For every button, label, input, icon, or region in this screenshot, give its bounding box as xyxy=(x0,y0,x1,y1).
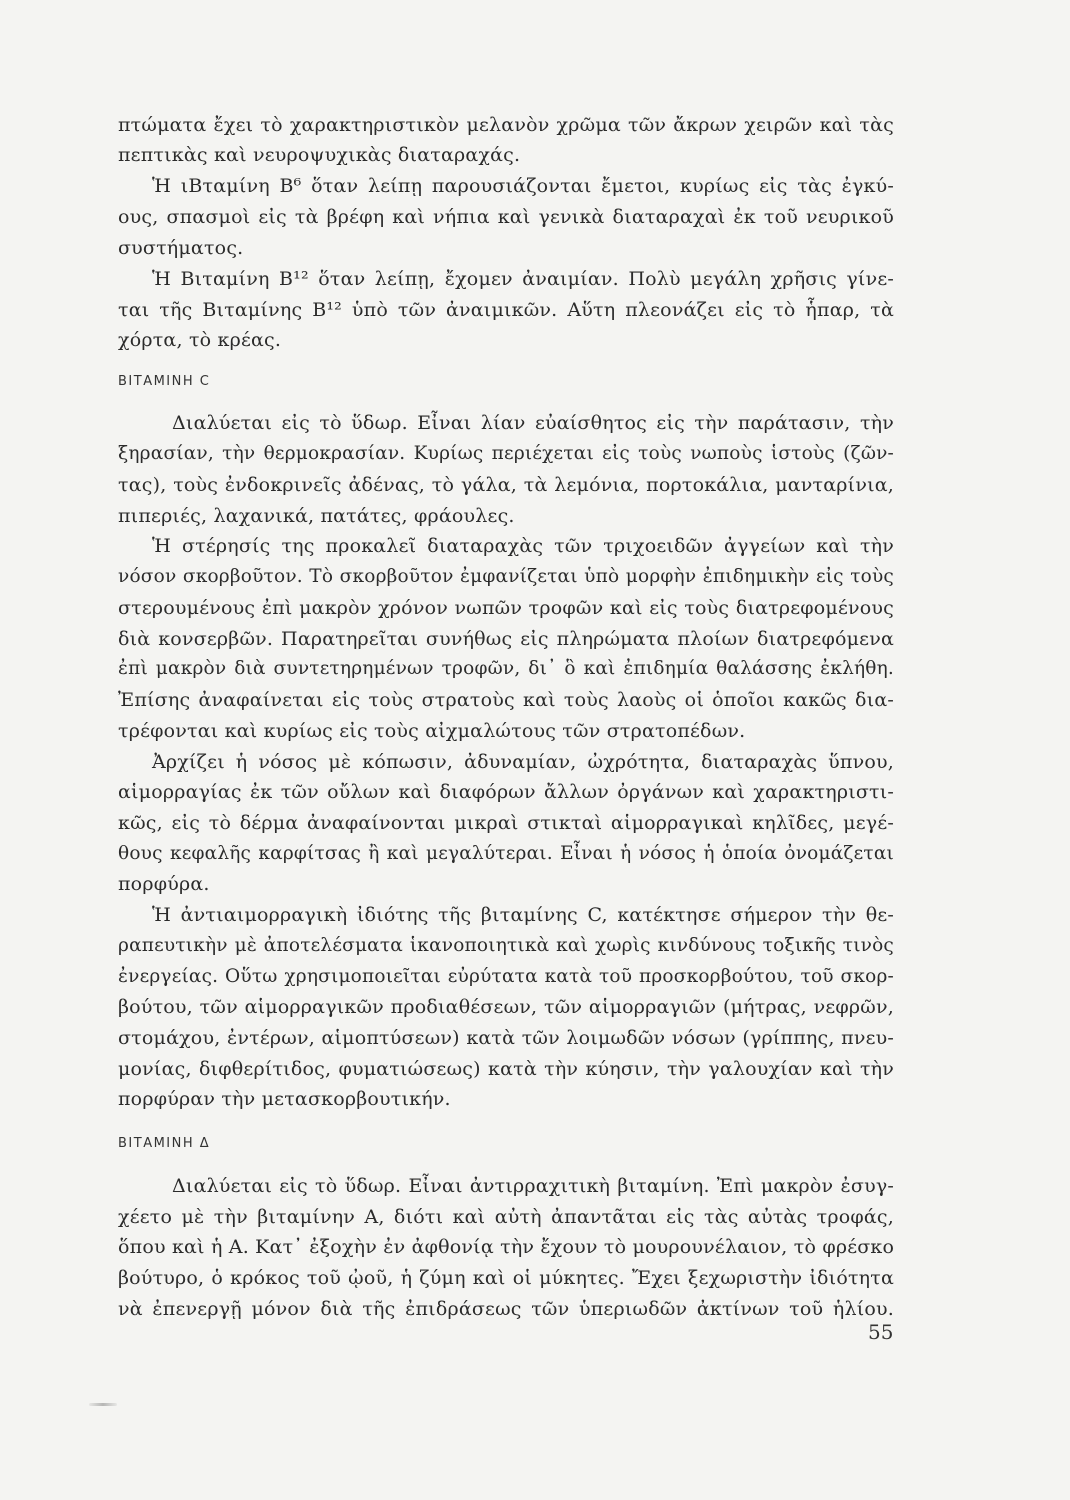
text-line: Ἡ ἀντιαιμορραγικὴ ἰδιότης τῆς βιταμίνης C, κατέκτησε σήμερον τὴν θε- xyxy=(152,904,894,926)
text-line: συστήματος. xyxy=(118,237,244,259)
text-line: ραπευτικὴν μὲ ἀποτελέσματα ἱκανοποιητικὰ καὶ χωρὶς κινδύνους τοξικῆς τινὸς xyxy=(118,935,894,956)
text-line: πορφύραν τὴν μετασκορβουτικήν. xyxy=(118,1088,451,1110)
text-line: Διαλύεται εἰς τὸ ὕδωρ. Εἶναι ἀντιρραχιτικὴ βιταμίνη. Ἐπὶ μακρὸν ἐσυγ- xyxy=(172,1175,894,1197)
text-line: νόσον σκορβοῦτον. Τὸ σκορβοῦτον ἐμφανίζεται ὑπὸ μορφὴν ἐπιδημικὴν εἰς τοὺς xyxy=(118,566,894,587)
text-line: ἐπὶ μακρὸν διὰ συντετηρημένων τροφῶν, δι᾿ ὃ καὶ ἐπιδημία θαλάσσης ἐκλήθη. xyxy=(118,658,894,679)
text-line: ξηρασίαν, τὴν θερμοκρασίαν. Κυρίως περιέχεται εἰς τοὺς νωποὺς ἱστοὺς (ζῶν- xyxy=(118,443,894,464)
text-line: Ἀρχίζει ἡ νόσος μὲ κόπωσιν, ἀδυναμίαν, ὠχρότητα, διαταραχὰς ὕπνου, xyxy=(152,751,894,773)
text-line: στερουμένους ἐπὶ μακρὸν χρόνον νωπῶν τροφῶν καὶ εἰς τοὺς διατρεφομένους xyxy=(118,597,894,619)
text-line: χόρτα, τὸ κρέας. xyxy=(118,329,282,351)
text-line: διὰ κονσερβῶν. Παρατηρεῖται συνήθως εἰς πληρώματα πλοίων διατρεφόμενα xyxy=(118,628,894,650)
text-line: πιπεριές, λαχανικά, πατάτες, φράουλες. xyxy=(118,505,515,527)
text-line: βούτυρο, ὁ κρόκος τοῦ ᾠοῦ, ἡ ζύμη καὶ οἱ μύκητες. Ἔχει ξεχωριστὴν ἰδιότητα xyxy=(118,1267,894,1289)
text-line: Ἡ ιΒταμίνη Β⁶ ὅταν λείπῃ παρουσιάζονται ἔμετοι, κυρίως εἰς τὰς ἐγκύ- xyxy=(152,175,894,197)
text-line: ους, σπασμοὶ εἰς τὰ βρέφη καὶ νήπια καὶ γενικὰ διαταραχαὶ ἐκ τοῦ νευρικοῦ xyxy=(118,206,894,228)
text-line: βούτου, τῶν αἱμορραγικῶν προδιαθέσεων, τῶν αἱμορραγιῶν (μήτρας, νεφρῶν, xyxy=(118,996,894,1018)
text-line: Ἐπίσης ἀναφαίνεται εἰς τοὺς στρατοὺς καὶ τοὺς λαοὺς οἱ ὁποῖοι κακῶς δια- xyxy=(118,689,894,711)
text-line: μονίας, διφθερίτιδος, φυματιώσεως) κατὰ τὴν κύησιν, τὴν γαλουχίαν καὶ τὴν xyxy=(118,1058,894,1080)
text-line: χέετο μὲ τὴν βιταμίνην Α, διότι καὶ αὐτὴ ἀπαντᾶται εἰς τὰς αὐτὰς τροφάς, xyxy=(118,1206,894,1228)
page-number: 55 xyxy=(868,1320,894,1344)
text-line: τας), τοὺς ἐνδοκρινεῖς ἀδένας, τὸ γάλα, τὰ λεμόνια, πορτοκάλια, μανταρίνια, xyxy=(118,474,894,496)
text-line: Ἡ Βιταμίνη Β¹² ὅταν λείπῃ, ἔχομεν ἀναιμίαν. Πολὺ μεγάλη χρῆσις γίνε- xyxy=(152,268,894,290)
text-line: στομάχου, ἐντέρων, αἱμοπτύσεων) κατὰ τῶν λοιμωδῶν νόσων (γρίππης, πνευ- xyxy=(118,1027,894,1049)
text-line: ται τῆς Βιταμίνης Β¹² ὑπὸ τῶν ἀναιμικῶν. Αὕτη πλεονάζει εἰς τὸ ἧπαρ, τὰ xyxy=(118,299,894,321)
text-line: πτώματα ἔχει τὸ χαρακτηριστικὸν μελανὸν χρῶμα τῶν ἄκρων χειρῶν καὶ τὰς xyxy=(118,114,894,136)
text-line: ἐνεργείας. Οὕτω χρησιμοποιεῖται εὐρύτατα κατὰ τοῦ προσκορβούτου, τοῦ σκορ- xyxy=(118,966,894,987)
scan-smudge xyxy=(89,1403,117,1406)
text-line: κῶς, εἰς τὸ δέρμα ἀναφαίνονται μικραὶ στικταὶ αἱμορραγικαὶ κηλῖδες, μεγέ- xyxy=(118,812,894,834)
section-heading-vitamin-c: ΒΙΤΑΜΙΝΗ C xyxy=(118,374,211,389)
text-line: τρέφονται καὶ κυρίως εἰς τοὺς αἰχμαλώτους τῶν στρατοπέδων. xyxy=(118,720,746,742)
section-heading-vitamin-d: ΒΙΤΑΜΙΝΗ Δ xyxy=(118,1136,211,1151)
text-line: ὅπου καὶ ἡ Α. Κατ᾿ ἐξοχὴν ἐν ἀφθονίᾳ τὴν ἔχουν τὸ μουρουνέλαιον, τὸ φρέσκο xyxy=(118,1236,895,1258)
text-line: Ἡ στέρησίς της προκαλεῖ διαταραχὰς τῶν τριχοειδῶν ἀγγείων καὶ τὴν xyxy=(152,535,894,557)
text-line: πεπτικὰς καὶ νευροψυχικὰς διαταραχάς. xyxy=(118,144,521,166)
text-line: νὰ ἐπενεργῇ μόνον διὰ τῆς ἐπιδράσεως τῶν ὑπεριωδῶν ἀκτίνων τοῦ ἡλίου. xyxy=(118,1298,894,1320)
text-line: θους κεφαλῆς καρφίτσας ἢ καὶ μεγαλύτεραι. Εἶναι ἡ νόσος ἡ ὁποία ὀνομάζεται xyxy=(118,843,894,864)
text-line: πορφύρα. xyxy=(118,873,210,895)
text-line: Διαλύεται εἰς τὸ ὕδωρ. Εἶναι λίαν εὐαίσθητος εἰς τὴν παράτασιν, τὴν xyxy=(172,412,894,434)
text-line: αἱμορραγίας ἐκ τῶν οὔλων καὶ διαφόρων ἄλλων ὀργάνων καὶ χαρακτηριστι- xyxy=(118,781,894,803)
